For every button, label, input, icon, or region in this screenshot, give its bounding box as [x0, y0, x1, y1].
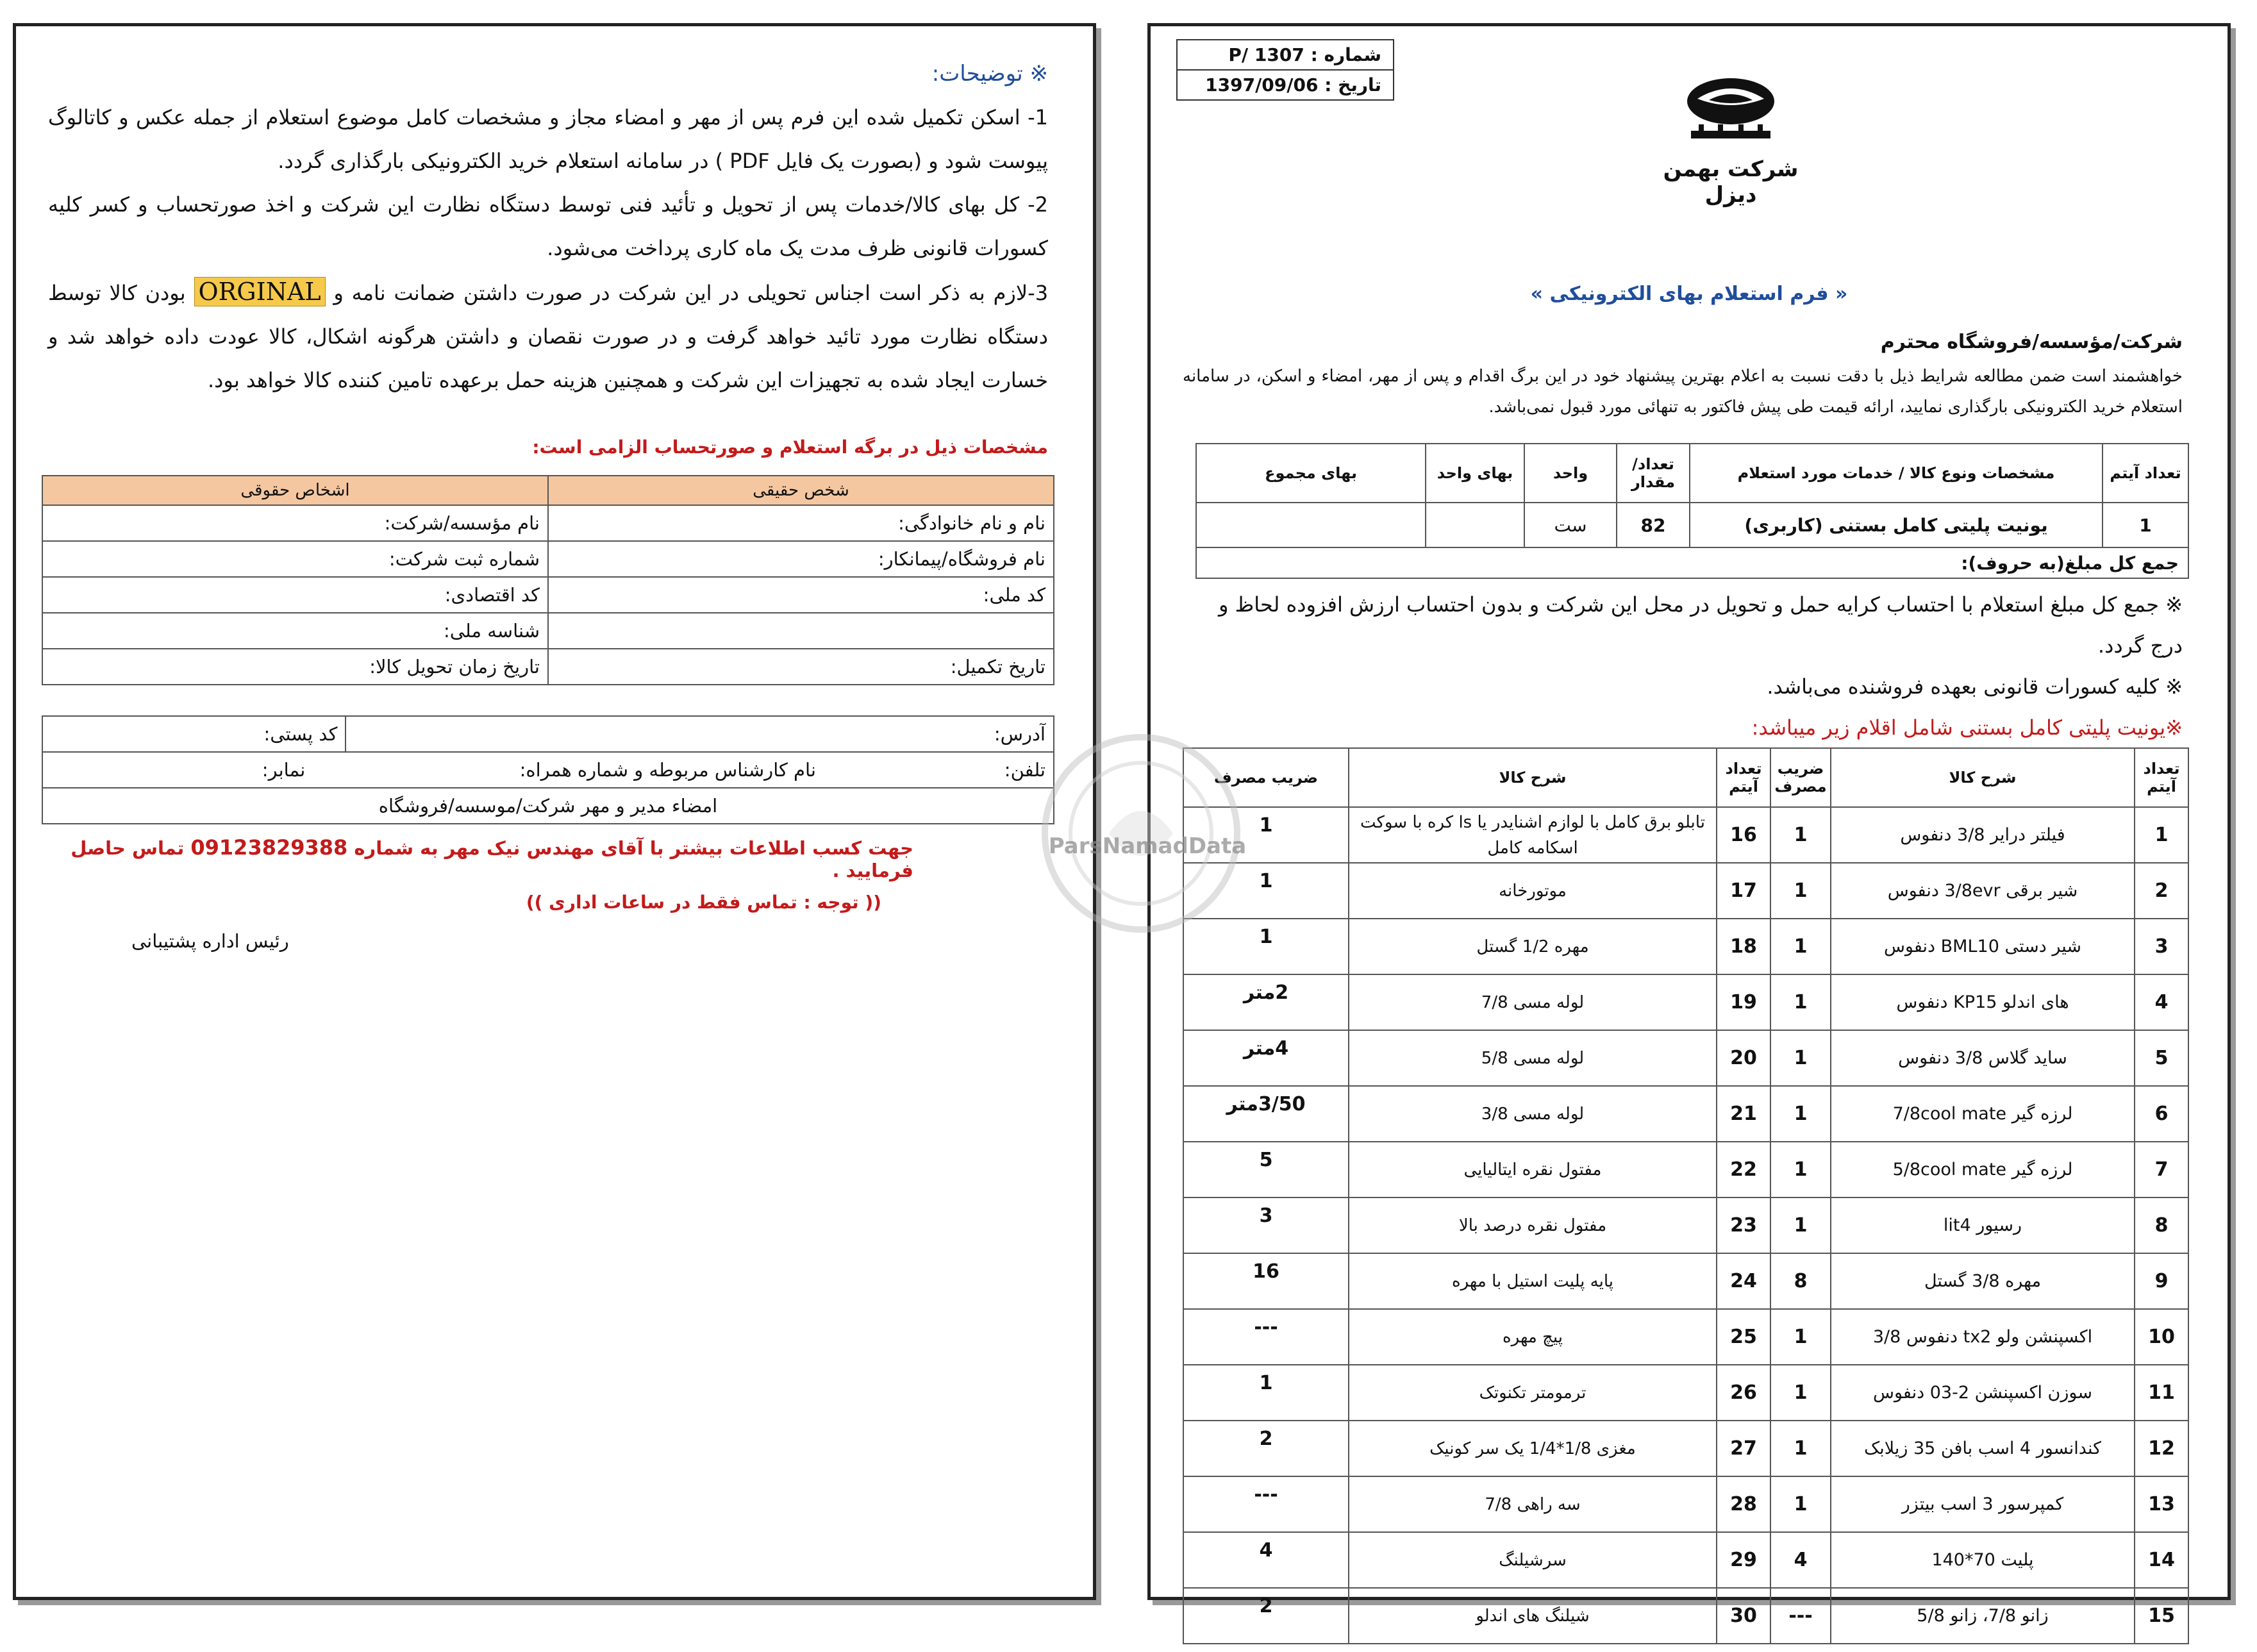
- item-coefficient: 3/50متر: [1183, 1086, 1349, 1142]
- item-number: 21: [1717, 1086, 1770, 1142]
- company-name: شرکت بهمن دیزل: [1663, 156, 1799, 208]
- completion-date-field[interactable]: تاریخ تکمیل:: [548, 649, 1054, 685]
- notes-title: ※ توضیحات:: [931, 61, 1048, 87]
- total-cell[interactable]: [1196, 503, 1426, 547]
- inquiry-table: [1195, 443, 2189, 579]
- item-number: 24: [1717, 1253, 1770, 1309]
- col-item-no-a: تعداد آیتم: [2135, 748, 2188, 807]
- economic-code-field[interactable]: کد اقتصادی:: [42, 577, 548, 613]
- table-row: [1183, 1309, 2188, 1365]
- item-description: شیر برقی 3/8evr دنفوس: [1831, 863, 2135, 919]
- number-label: شماره :: [1310, 44, 1381, 65]
- item-description: های اندلو KP15 دنفوس: [1831, 974, 2135, 1030]
- date-label: تاریخ :: [1324, 74, 1381, 96]
- contact-text: جهت کسب اطلاعات بیشتر با آقای مهندس نیک مهر به شماره: [354, 837, 913, 859]
- col-item-no-b: تعداد آیتم: [1717, 748, 1770, 807]
- company-name-field[interactable]: نام مؤسسه/شرکت:: [42, 505, 548, 541]
- item-number: 29: [1717, 1532, 1770, 1588]
- contact-text-end: تماس حاصل فرمایید .: [71, 837, 913, 881]
- item-coefficient: 1: [1770, 1086, 1831, 1142]
- item-coefficient: 1: [1770, 1365, 1831, 1421]
- unit-price-cell[interactable]: [1426, 503, 1524, 547]
- col-desc-a: شرح کالا: [1831, 748, 2135, 807]
- total-in-words-field[interactable]: جمع کل مبلغ(به حروف):: [1196, 547, 2188, 578]
- form-title: « فرم استعلام بهای الکترونیکی »: [1530, 283, 1848, 305]
- item-number: 22: [1717, 1142, 1770, 1197]
- item-number: 2: [2135, 863, 2188, 919]
- watermark-text: ParsNamadData: [1048, 833, 1247, 859]
- item-number: 1: [2135, 807, 2188, 863]
- item-description: اکسپنشن ولو tx2 دنفوس 3/8: [1831, 1309, 2135, 1365]
- item-description: پلیت 70*140: [1831, 1532, 2135, 1588]
- item-number: 23: [1717, 1197, 1770, 1253]
- table-row: [1183, 1253, 2188, 1309]
- table-row: [1183, 1197, 2188, 1253]
- condition-1: ※ جمع کل مبلغ استعلام با احتساب کرایه حمل و تحویل در محل این شرکت و بدون احتساب ارزش افزوده لحاظ و درج گردد.: [1218, 592, 2183, 658]
- table-row: [42, 649, 1054, 685]
- item-coefficient: 3: [1183, 1197, 1349, 1253]
- item-number: 18: [1717, 919, 1770, 974]
- item-number: 20: [1717, 1030, 1770, 1086]
- full-name-field[interactable]: نام و نام خانوادگی:: [548, 505, 1054, 541]
- table-row: [1183, 1588, 2188, 1644]
- item-coefficient: 1: [1770, 974, 1831, 1030]
- item-number: 30: [1717, 1588, 1770, 1644]
- intro-text: خواهشمند است ضمن مطالعه شرایط ذیل با دقت نسبت به اعلام بهترین پیشنهاد خود در این برگ اقدام و پس از مهر، امضاء و اسکن، در سامانه استعلام خرید الکترونیکی بارگذاری نمایید، ارائه قیمت طی پیش فاکتور به تنهائی مورد قبول نمی‌باشد.: [1183, 367, 2183, 417]
- table-row: [42, 577, 1054, 613]
- item-description: رسیور lit4: [1831, 1197, 2135, 1253]
- note-1: 1- اسکن تکمیل شده این فرم پس از مهر و امضاء مجاز و مشخصات کامل موضوع استعلام از جمله عکس و کاتالوگ پیوست شود و (بصورت یک فایل PDF ) در سامانه استعلام خرید الکترونیکی بارگذاری گردد.: [48, 105, 1048, 173]
- item-description: پیچ مهره: [1349, 1309, 1717, 1365]
- item-count-cell: 1: [2103, 503, 2188, 547]
- national-id-field[interactable]: شناسه ملی:: [42, 613, 548, 649]
- item-number: 10: [2135, 1309, 2188, 1365]
- item-number: 17: [1717, 863, 1770, 919]
- item-description: فیلتر درایر 3/8 دنفوس: [1831, 807, 2135, 863]
- item-number: 5: [2135, 1030, 2188, 1086]
- document-date: 1397/09/06: [1205, 74, 1319, 96]
- item-description: مهره 1/2 گستل: [1349, 919, 1717, 974]
- unit-cell: ست: [1524, 503, 1617, 547]
- item-coefficient: ---: [1183, 1476, 1349, 1532]
- item-description: ترمومتر تکنوتک: [1349, 1365, 1717, 1421]
- required-fields-title: مشخصات ذیل در برگه استعلام و صورتحساب الزامی است:: [532, 437, 1048, 458]
- item-coefficient: 2: [1183, 1421, 1349, 1476]
- col-item-count: تعداد آیتم: [2103, 444, 2188, 503]
- signature-field[interactable]: امضاء مدیر و مهر شرکت/موسسه/فروشگاه: [42, 788, 1054, 824]
- condition-2: ※ کلیه کسورات قانونی بعهده فروشنده می‌باشد.: [1767, 674, 2183, 699]
- item-number: 14: [2135, 1532, 2188, 1588]
- item-number: 26: [1717, 1365, 1770, 1421]
- item-number: 11: [2135, 1365, 2188, 1421]
- postal-code-field[interactable]: کد پستی:: [42, 716, 346, 752]
- item-number: 6: [2135, 1086, 2188, 1142]
- note-3-end: بودن کالا توسط دستگاه نظارت مورد تائید خواهد گرفت و در صورت نقصان و داشتن هرگونه اشکال، کالا عودت داده خواهد شد و خسارت ایجاد شده به تجهیزات این شرکت و همچنین هزینه حمل برعهده تامین کننده کالا خواهد بود.: [48, 281, 1048, 392]
- item-coefficient: 1: [1770, 1197, 1831, 1253]
- item-description: مفتول نقره درصد بالا: [1349, 1197, 1717, 1253]
- spec-cell: یونیت پلیتی کامل بستنی (کاربری): [1690, 503, 2103, 547]
- note-2: 2- کل بهای کالا/خدمات پس از تحویل و تأئید فنی توسط دستگاه نظارت این شرکت و اخذ صورتحساب و کسر کلیه کسورات قانونی ظرف مدت یک ماه کاری پرداخت می‌شود.: [48, 192, 1048, 260]
- contact-phone: 09123829388: [190, 835, 348, 860]
- item-coefficient: 1: [1183, 1365, 1349, 1421]
- phone-row: [42, 752, 1054, 788]
- item-number: 8: [2135, 1197, 2188, 1253]
- table-row: [1183, 863, 2188, 919]
- item-description: مهره 3/8 گستل: [1831, 1253, 2135, 1309]
- natural-person-header: شخص حقیقی: [548, 476, 1054, 505]
- item-coefficient: 4متر: [1183, 1030, 1349, 1086]
- item-coefficient: 5: [1183, 1142, 1349, 1197]
- original-highlight: ORGINAL: [194, 277, 326, 306]
- item-coefficient: 1: [1183, 919, 1349, 974]
- table-row: [1183, 1086, 2188, 1142]
- contact-info: [16, 835, 913, 881]
- note-3: [48, 270, 1048, 402]
- item-description: سه راهی 7/8: [1349, 1476, 1717, 1532]
- address-field[interactable]: آدرس:: [346, 716, 1054, 752]
- addressee: شرکت/مؤسسه/فروشگاه محترم: [1880, 331, 2183, 353]
- table-row: [42, 541, 1054, 577]
- item-coefficient: 1: [1183, 863, 1349, 919]
- registration-number-field[interactable]: شماره ثبت شرکت:: [42, 541, 548, 577]
- components-table: [1183, 747, 2189, 1644]
- item-number: 4: [2135, 974, 2188, 1030]
- shop-name-field[interactable]: نام فروشگاه/پیمانکار:: [548, 541, 1054, 577]
- item-number: 16: [1717, 807, 1770, 863]
- expert-field[interactable]: نام کارشناس مربوطه و شماره همراه:: [519, 759, 816, 781]
- table-row: [42, 505, 1054, 541]
- item-coefficient: 1: [1770, 1142, 1831, 1197]
- table-row: [1183, 1532, 2188, 1588]
- address-table: [42, 715, 1054, 824]
- item-coefficient: 1: [1183, 807, 1349, 863]
- supplier-info-table: [42, 475, 1054, 685]
- item-number: 7: [2135, 1142, 2188, 1197]
- item-coefficient: 1: [1770, 919, 1831, 974]
- col-unit-price: بهای واحد: [1426, 444, 1524, 503]
- office-hours-notice: (( توجه : تماس فقط در ساعات اداری )): [526, 892, 881, 913]
- national-code-field[interactable]: کد ملی:: [548, 577, 1054, 613]
- item-coefficient: ---: [1770, 1588, 1831, 1644]
- legal-person-header: اشخاص حقوقی: [42, 476, 548, 505]
- item-description: زانو 7/8، زانو 5/8: [1831, 1588, 2135, 1644]
- item-coefficient: 2: [1183, 1588, 1349, 1644]
- item-coefficient: 1: [1770, 1476, 1831, 1532]
- item-coefficient: 1: [1770, 807, 1831, 863]
- item-description: سرشیلنگ: [1349, 1532, 1717, 1588]
- item-coefficient: 4: [1770, 1532, 1831, 1588]
- table-row: [1183, 974, 2188, 1030]
- item-number: 25: [1717, 1309, 1770, 1365]
- table-row: [1183, 1365, 2188, 1421]
- item-coefficient: 1: [1770, 863, 1831, 919]
- bahman-logo-icon: [1679, 74, 1782, 151]
- item-coefficient: 1: [1770, 1309, 1831, 1365]
- item-description: ساید گلاس 3/8 دنفوس: [1831, 1030, 2135, 1086]
- item-coefficient: 8: [1770, 1253, 1831, 1309]
- table-row: [42, 613, 1054, 649]
- table-row: [1183, 1421, 2188, 1476]
- item-coefficient: 1: [1770, 1421, 1831, 1476]
- company-logo: [1651, 74, 1811, 208]
- table-row: [1183, 807, 2188, 863]
- item-description: پایه پلیت استیل با مهره: [1349, 1253, 1717, 1309]
- document-number-box: [1176, 39, 1394, 101]
- item-description: شیر دستی BML10 دنفوس: [1831, 919, 2135, 974]
- item-description: مفتول نقره ایتالیایی: [1349, 1142, 1717, 1197]
- item-number: 28: [1717, 1476, 1770, 1532]
- item-description: تابلو برق کامل با لوازم اشنایدر یا ls کره با سوکت اسکامه کامل: [1349, 807, 1717, 863]
- item-coefficient: 2متر: [1183, 974, 1349, 1030]
- col-coef-a: ضریب مصرف: [1770, 748, 1831, 807]
- instructions-page: [13, 23, 1096, 1600]
- col-unit: واحد: [1524, 444, 1617, 503]
- col-total: بهای مجموع: [1196, 444, 1426, 503]
- item-number: 19: [1717, 974, 1770, 1030]
- delivery-date-field[interactable]: تاریخ زمان تحویل کالا:: [42, 649, 548, 685]
- item-coefficient: 16: [1183, 1253, 1349, 1309]
- item-description: لوله مسی 5/8: [1349, 1030, 1717, 1086]
- empty-field[interactable]: [548, 613, 1054, 649]
- item-number: 3: [2135, 919, 2188, 974]
- conditions-list: [1183, 584, 2183, 748]
- col-spec: مشخصات ونوع کالا / خدمات مورد استعلام: [1690, 444, 2103, 503]
- item-description: لرزه گیر 7/8cool mate: [1831, 1086, 2135, 1142]
- qty-cell: 82: [1617, 503, 1690, 547]
- note-3-start: 3-لازم به ذکر است اجناس تحویلی در این شرکت در صورت داشتن ضمانت نامه و: [333, 281, 1049, 305]
- item-number: 9: [2135, 1253, 2188, 1309]
- document-number: P/ 1307: [1228, 44, 1304, 65]
- item-number: 27: [1717, 1421, 1770, 1476]
- item-number: 15: [2135, 1588, 2188, 1644]
- item-description: لرزه گیر 5/8cool mate: [1831, 1142, 2135, 1197]
- components-heading: ※یونیت پلیتی کامل بستنی شامل اقلام زیر میباشد:: [1751, 715, 2183, 740]
- item-description: شیلنگ های اندلو: [1349, 1588, 1717, 1644]
- item-description: موتورخانه: [1349, 863, 1717, 919]
- item-description: مغزی 1/8*1/4 یک سر کونیک: [1349, 1421, 1717, 1476]
- notes-section: [48, 52, 1048, 402]
- item-number: 12: [2135, 1421, 2188, 1476]
- table-row: [1183, 1030, 2188, 1086]
- table-row: [1183, 1142, 2188, 1197]
- phone-field[interactable]: تلفن:: [1004, 759, 1045, 781]
- item-description: کندانسور 4 اسب بافن 35 زیلابک: [1831, 1421, 2135, 1476]
- item-description: سوزن اکسپنشن 2-03 دنفوس: [1831, 1365, 2135, 1421]
- table-row: [1183, 1476, 2188, 1532]
- fax-field[interactable]: نمابر:: [262, 759, 306, 781]
- col-desc-b: شرح کالا: [1349, 748, 1717, 807]
- inquiry-form-page: [1147, 23, 2231, 1627]
- table-row: [1183, 919, 2188, 974]
- item-coefficient: 4: [1183, 1532, 1349, 1588]
- item-coefficient: 1: [1770, 1030, 1831, 1086]
- col-coef-b: ضریب مصرف: [1183, 748, 1349, 807]
- table-row: [1196, 503, 2188, 547]
- item-description: کمپرسور 3 اسب بیتزر: [1831, 1476, 2135, 1532]
- col-qty: تعداد/ مقدار: [1617, 444, 1690, 503]
- item-description: لوله مسی 3/8: [1349, 1086, 1717, 1142]
- item-coefficient: ---: [1183, 1309, 1349, 1365]
- signer-title: رئیس اداره پشتیبانی: [131, 930, 289, 952]
- item-number: 13: [2135, 1476, 2188, 1532]
- item-description: لوله مسی 7/8: [1349, 974, 1717, 1030]
